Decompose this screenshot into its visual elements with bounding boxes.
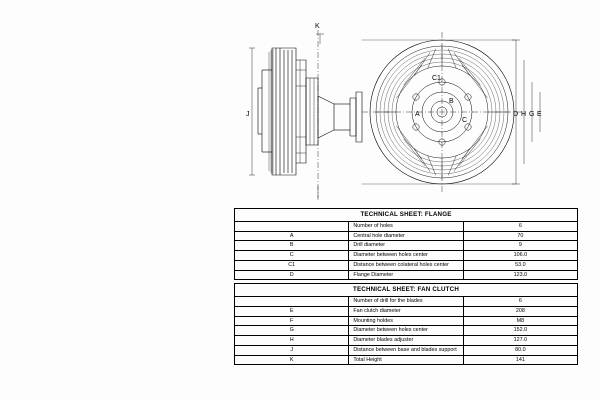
row-key: H bbox=[235, 336, 349, 346]
row-desc: Flange Diameter bbox=[349, 270, 463, 280]
row-value: 141 bbox=[463, 355, 577, 365]
fan-clutch-table-title-row bbox=[235, 284, 578, 297]
row-key: G bbox=[235, 326, 349, 336]
row-value: 6 bbox=[463, 297, 577, 307]
table-row bbox=[235, 260, 578, 270]
row-desc: Mounting holdes bbox=[349, 316, 463, 326]
dim-label-G: G bbox=[529, 111, 535, 118]
row-desc: Number of drill for the blades bbox=[349, 297, 463, 307]
row-desc: Diameter between holes center bbox=[349, 326, 463, 336]
dim-label-A: A bbox=[415, 111, 420, 118]
row-key: C1 bbox=[235, 260, 349, 270]
row-key: K bbox=[235, 355, 349, 365]
row-desc: Distance between colateral holes center bbox=[349, 260, 463, 270]
row-value: 80.0 bbox=[463, 345, 577, 355]
row-value: 127.0 bbox=[463, 336, 577, 346]
row-value: 70 bbox=[463, 231, 577, 241]
row-value: 123.0 bbox=[463, 270, 577, 280]
row-desc: Distance between base and blades support bbox=[349, 345, 463, 355]
row-value: 53.0 bbox=[463, 260, 577, 270]
row-key: F bbox=[235, 316, 349, 326]
dim-label-H: H bbox=[521, 111, 527, 118]
row-desc: Total Height bbox=[349, 355, 463, 365]
table-row bbox=[235, 355, 578, 365]
row-value: 9 bbox=[463, 241, 577, 251]
dim-label-K: K bbox=[315, 23, 320, 30]
row-value: 106.0 bbox=[463, 251, 577, 261]
row-value: M8 bbox=[463, 316, 577, 326]
row-value: 6 bbox=[463, 221, 577, 231]
flange-table-title: TECHNICAL SHEET: FLANGE bbox=[235, 209, 578, 222]
fan-clutch-table-title: TECHNICAL SHEET: FAN CLUTCH bbox=[235, 284, 578, 297]
dim-label-C1: C1 bbox=[432, 75, 441, 82]
table-row bbox=[235, 326, 578, 336]
table-row bbox=[235, 336, 578, 346]
flange-table-title-row bbox=[235, 209, 578, 222]
row-value: 208 bbox=[463, 306, 577, 316]
table-row bbox=[235, 306, 578, 316]
dim-label-D: D bbox=[513, 111, 519, 118]
row-value: 152.0 bbox=[463, 326, 577, 336]
row-key: D bbox=[235, 270, 349, 280]
row-key: C bbox=[235, 251, 349, 261]
table-row bbox=[235, 251, 578, 261]
row-key: B bbox=[235, 241, 349, 251]
table-row bbox=[235, 345, 578, 355]
row-desc: Number of holes bbox=[349, 221, 463, 231]
table-row bbox=[235, 231, 578, 241]
table-row bbox=[235, 316, 578, 326]
table-row bbox=[235, 221, 578, 231]
row-key bbox=[235, 297, 349, 307]
row-key: A bbox=[235, 231, 349, 241]
row-key: E bbox=[235, 306, 349, 316]
row-desc: Fan clutch diameter bbox=[349, 306, 463, 316]
table-row bbox=[235, 297, 578, 307]
technical-sheets bbox=[234, 208, 578, 365]
row-key bbox=[235, 221, 349, 231]
table-row bbox=[235, 270, 578, 280]
fan-clutch-table bbox=[234, 283, 578, 365]
dim-label-C: C bbox=[462, 117, 468, 124]
row-desc: Central hole diameter bbox=[349, 231, 463, 241]
row-desc: Diameter blades adjuster bbox=[349, 336, 463, 346]
dim-label-J: J bbox=[246, 111, 250, 118]
table-row bbox=[235, 241, 578, 251]
row-desc: Drill diameter bbox=[349, 241, 463, 251]
row-desc: Diameter between holes center bbox=[349, 251, 463, 261]
flange-table bbox=[234, 208, 578, 280]
dim-label-E: E bbox=[537, 111, 542, 118]
dim-label-B: B bbox=[449, 98, 454, 105]
row-key: J bbox=[235, 345, 349, 355]
